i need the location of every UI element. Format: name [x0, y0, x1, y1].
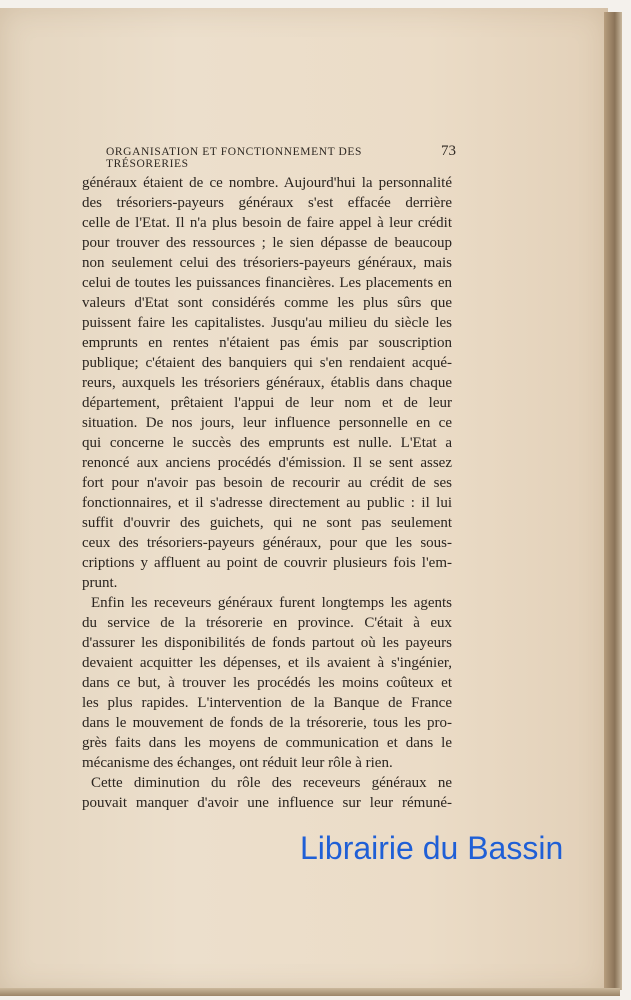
- text-line: pour trouver des ressources ; le sien dépasse de beaucoup: [82, 235, 452, 251]
- text-line: les plus rapides. L'intervention de la Banque de France: [82, 695, 452, 711]
- text-line: emprunts en rentes n'étaient pas émis par souscription: [82, 335, 452, 351]
- text-line: généraux étaient de ce nombre. Aujourd'hui la personnalité: [82, 175, 452, 191]
- text-line: département, prêtaient l'appui de leur nom et de leur: [82, 395, 452, 411]
- text-line: non seulement celui des trésoriers-payeurs généraux, mais: [82, 255, 452, 271]
- text-line: des trésoriers-payeurs généraux s'est effacée derrière: [82, 195, 452, 211]
- text-line: grès faits dans les moyens de communication et dans le: [82, 735, 452, 751]
- running-head-title: ORGANISATION ET FONCTIONNEMENT DES TRÉSORERIES: [106, 146, 363, 170]
- text-line: prunt.: [82, 575, 118, 591]
- text-line: mécanisme des échanges, ont réduit leur rôle à rien.: [82, 755, 393, 771]
- text-line: valeurs d'Etat sont considérés comme les plus sûrs que: [82, 295, 452, 311]
- text-line: celui de toutes les puissances financières. Les placements en: [82, 275, 452, 291]
- text-line: dans le mouvement de fonds de la trésorerie, tous les pro-: [82, 715, 452, 731]
- text-line: Cette diminution du rôle des receveurs généraux ne: [91, 775, 452, 791]
- page-number: 73: [441, 143, 456, 159]
- text-line: ceux des trésoriers-payeurs généraux, pour que les sous-: [82, 535, 452, 551]
- watermark: Librairie du Bassin: [300, 830, 564, 866]
- text-line: d'assurer les disponibilités de fonds partout où les payeurs: [82, 635, 452, 651]
- text-line: qui concerne le succès des emprunts est nulle. L'Etat a: [82, 435, 452, 451]
- text-line: situation. De nos jours, leur influence personnelle en ce: [82, 415, 452, 431]
- text-line: criptions y affluent au point de couvrir plusieurs fois l'em-: [82, 555, 452, 571]
- text-line: devaient acquitter les dépenses, et ils avaient à s'ingénier,: [82, 655, 452, 671]
- page-edge: [604, 12, 622, 990]
- text-line: publique; c'étaient des banquiers qui s'en rendaient acqué-: [82, 355, 452, 371]
- text-line: pouvait manquer d'avoir une influence sur leur rémuné-: [82, 795, 452, 811]
- text-line: puissent faire les capitalistes. Jusqu'au milieu du siècle les: [82, 315, 452, 331]
- text-line: celle de l'Etat. Il n'a plus besoin de faire appel à leur crédit: [82, 215, 452, 231]
- text-line: renoncé aux anciens procédés d'émission. Il se sent assez: [82, 455, 452, 471]
- text-line: du service de la trésorerie en province. C'était à eux: [82, 615, 452, 631]
- text-line: reurs, auxquels les trésoriers généraux, établis dans chaque: [82, 375, 452, 391]
- text-line: fort pour n'avoir pas besoin de recourir au crédit de ses: [82, 475, 452, 491]
- text-line: dans ce but, à trouver les procédés les moins coûteux et: [82, 675, 452, 691]
- text-line: Enfin les receveurs généraux furent longtemps les agents: [91, 595, 452, 611]
- page-bottom-edge: [0, 988, 620, 996]
- page-text: [82, 173, 452, 813]
- text-line: suffit d'ouvrir des guichets, qui ne sont pas seulement: [82, 515, 452, 531]
- text-line: fonctionnaires, et il s'adresse directement au public : il lui: [82, 495, 452, 511]
- running-header: [106, 143, 456, 170]
